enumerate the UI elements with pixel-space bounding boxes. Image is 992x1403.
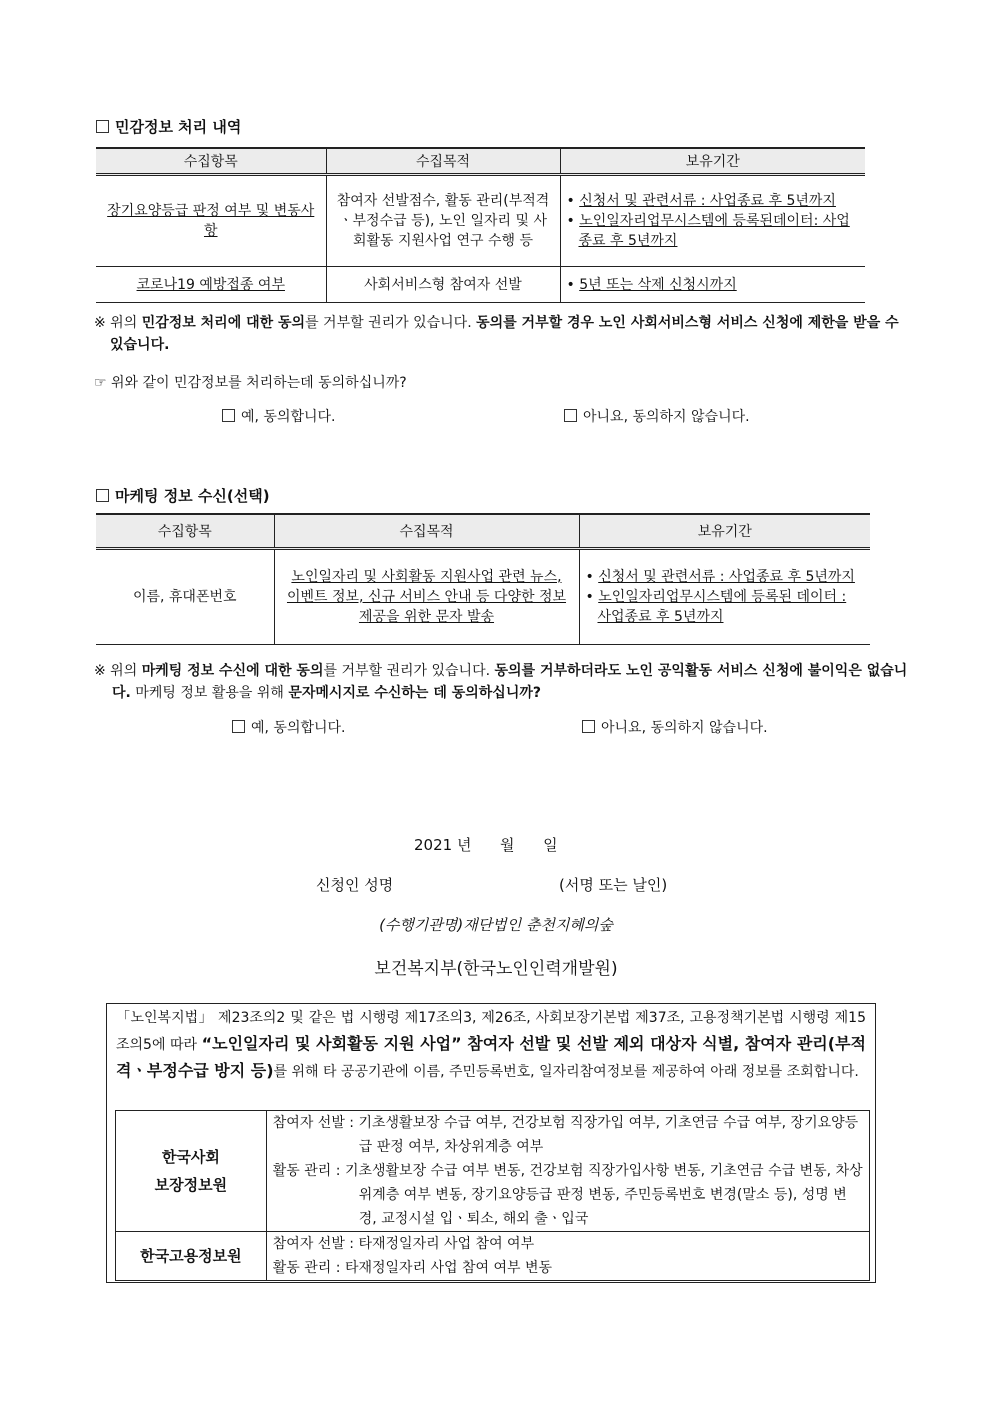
marketing-yes-option[interactable]: 예, 동의합니다.	[232, 717, 346, 737]
period-cell	[560, 175, 865, 267]
table-row	[116, 1111, 870, 1232]
checkbox-icon[interactable]	[222, 409, 235, 422]
col-header-period: 보유기간	[579, 514, 870, 549]
table-row	[96, 549, 870, 645]
checkbox-square-icon	[96, 120, 109, 133]
sign-date: 2021 년 월 일	[414, 836, 558, 854]
ministry-name: 보건복지부(한국노인인력개발원)	[374, 959, 618, 979]
checkbox-square-icon	[96, 489, 109, 502]
marketing-info-table	[96, 513, 870, 645]
sign-hint: (서명 또는 날인)	[559, 876, 668, 894]
org-cell: 한국사회 보장정보원	[116, 1111, 267, 1232]
period-bullet: • 노인일자리업무시스템에 등록된데이터: 사업종료 후 5년까지	[566, 213, 850, 249]
applicant-name-label: 신청인 성명	[316, 876, 394, 894]
sensitive-consent-note: ※ 위의 민감정보 처리에 대한 동의를 거부할 권리가 있습니다. 동의를 거부할 경우 노인 사회서비스형 서비스 신청에 제한을 받을 수 있습니다.	[94, 315, 899, 353]
period-cell	[560, 267, 865, 303]
table-row	[96, 267, 865, 303]
sensitive-question: ☞ 위와 같이 민감정보를 처리하는데 동의하십니까?	[94, 375, 407, 391]
org-detail-cell: 참여자 선발 : 타재정일자리 사업 참여 여부 활동 관리 : 타재정일자리 사업 참여 여부 변동	[266, 1232, 869, 1281]
agency-name: (수행기관명)재단법인 춘천지혜의숲	[379, 916, 613, 934]
table-row	[116, 1232, 870, 1281]
table-row	[96, 175, 865, 267]
col-header-item: 수집항목	[96, 514, 274, 549]
col-header-purpose: 수집목적	[274, 514, 579, 549]
item-cell: 장기요양등급 판정 여부 및 변동사항	[96, 175, 326, 267]
checkbox-icon[interactable]	[582, 720, 595, 733]
info-org-table	[115, 1110, 870, 1281]
purpose-cell: 사회서비스형 참여자 선발	[326, 267, 560, 303]
marketing-consent-note: ※ 위의 마케팅 정보 수신에 대한 동의를 거부할 권리가 있습니다. 동의를 거부하더라도 노인 공익활동 서비스 신청에 불이익은 없습니다. 마케팅 정보 활용을 위해 문자메시지로 수신하는 데 동의하십니까?	[94, 663, 908, 701]
period-bullet: • 신청서 및 관련서류 : 사업종료 후 5년까지	[585, 569, 855, 585]
period-bullet: • 신청서 및 관련서류 : 사업종료 후 5년까지	[566, 193, 836, 209]
org-cell: 한국고용정보원	[116, 1232, 267, 1281]
sensitive-yes-option[interactable]: 예, 동의합니다.	[222, 406, 336, 426]
col-header-period: 보유기간	[560, 148, 865, 175]
period-bullet: • 노인일자리업무시스템에 등록된 데이터 : 사업종료 후 5년까지	[585, 589, 847, 625]
sensitive-info-table	[96, 147, 865, 303]
item-cell: 이름, 휴대폰번호	[96, 549, 274, 645]
period-cell	[579, 549, 870, 645]
sensitive-section-title: 민감정보 처리 내역	[96, 116, 241, 137]
col-header-item: 수집항목	[96, 148, 326, 175]
period-bullet: • 5년 또는 삭제 신청시까지	[566, 276, 737, 293]
checkbox-icon[interactable]	[232, 720, 245, 733]
marketing-section-title: 마케팅 정보 수신(선택)	[96, 485, 270, 506]
item-cell: 코로나19 예방접종 여부	[96, 267, 326, 303]
purpose-cell: 노인일자리 및 사회활동 지원사업 관련 뉴스, 이벤트 정보, 신규 서비스 안내 등 다양한 정보 제공을 위한 문자 발송	[274, 549, 579, 645]
purpose-cell: 참여자 선발점수, 활동 관리(부적격ㆍ부정수급 등), 노인 일자리 및 사회활동 지원사업 연구 수행 등	[326, 175, 560, 267]
marketing-no-option[interactable]: 아니요, 동의하지 않습니다.	[582, 717, 768, 737]
col-header-purpose: 수집목적	[326, 148, 560, 175]
org-detail-cell: 참여자 선발 : 기초생활보장 수급 여부, 건강보험 직장가입 여부, 기초연금 수급 여부, 장기요양등급 판정 여부, 차상위계층 여부 활동 관리 : 기초생활보장 수급 여부 변동, 건강보험 직장가입사항 변동, 기초연금 수급 변동, 차상위계층 여부 변동, 장기요양등급 판정 변동, 주민등록번호 변경(말소 등), 성명 변경, 교정시설 입ㆍ퇴소, 해외 출ㆍ입국	[266, 1111, 869, 1232]
sensitive-no-option[interactable]: 아니요, 동의하지 않습니다.	[564, 406, 750, 426]
info-lookup-text: 「노인복지법」 제23조의2 및 같은 법 시행령 제17조의3, 제26조, 사회보장기본법 제37조, 고용정책기본법 시행령 제15조의5에 따라 “노인일자리 및 사회활동 지원 사업” 참여자 선발 및 선발 제외 대상자 식별, 참여자 관리(부적격ㆍ부정수급 방지 등)를 위해 타 공공기관에 이름, 주민등록번호, 일자리참여정보를 제공하여 아래 정보를 조회합니다.	[116, 1010, 866, 1080]
checkbox-icon[interactable]	[564, 409, 577, 422]
